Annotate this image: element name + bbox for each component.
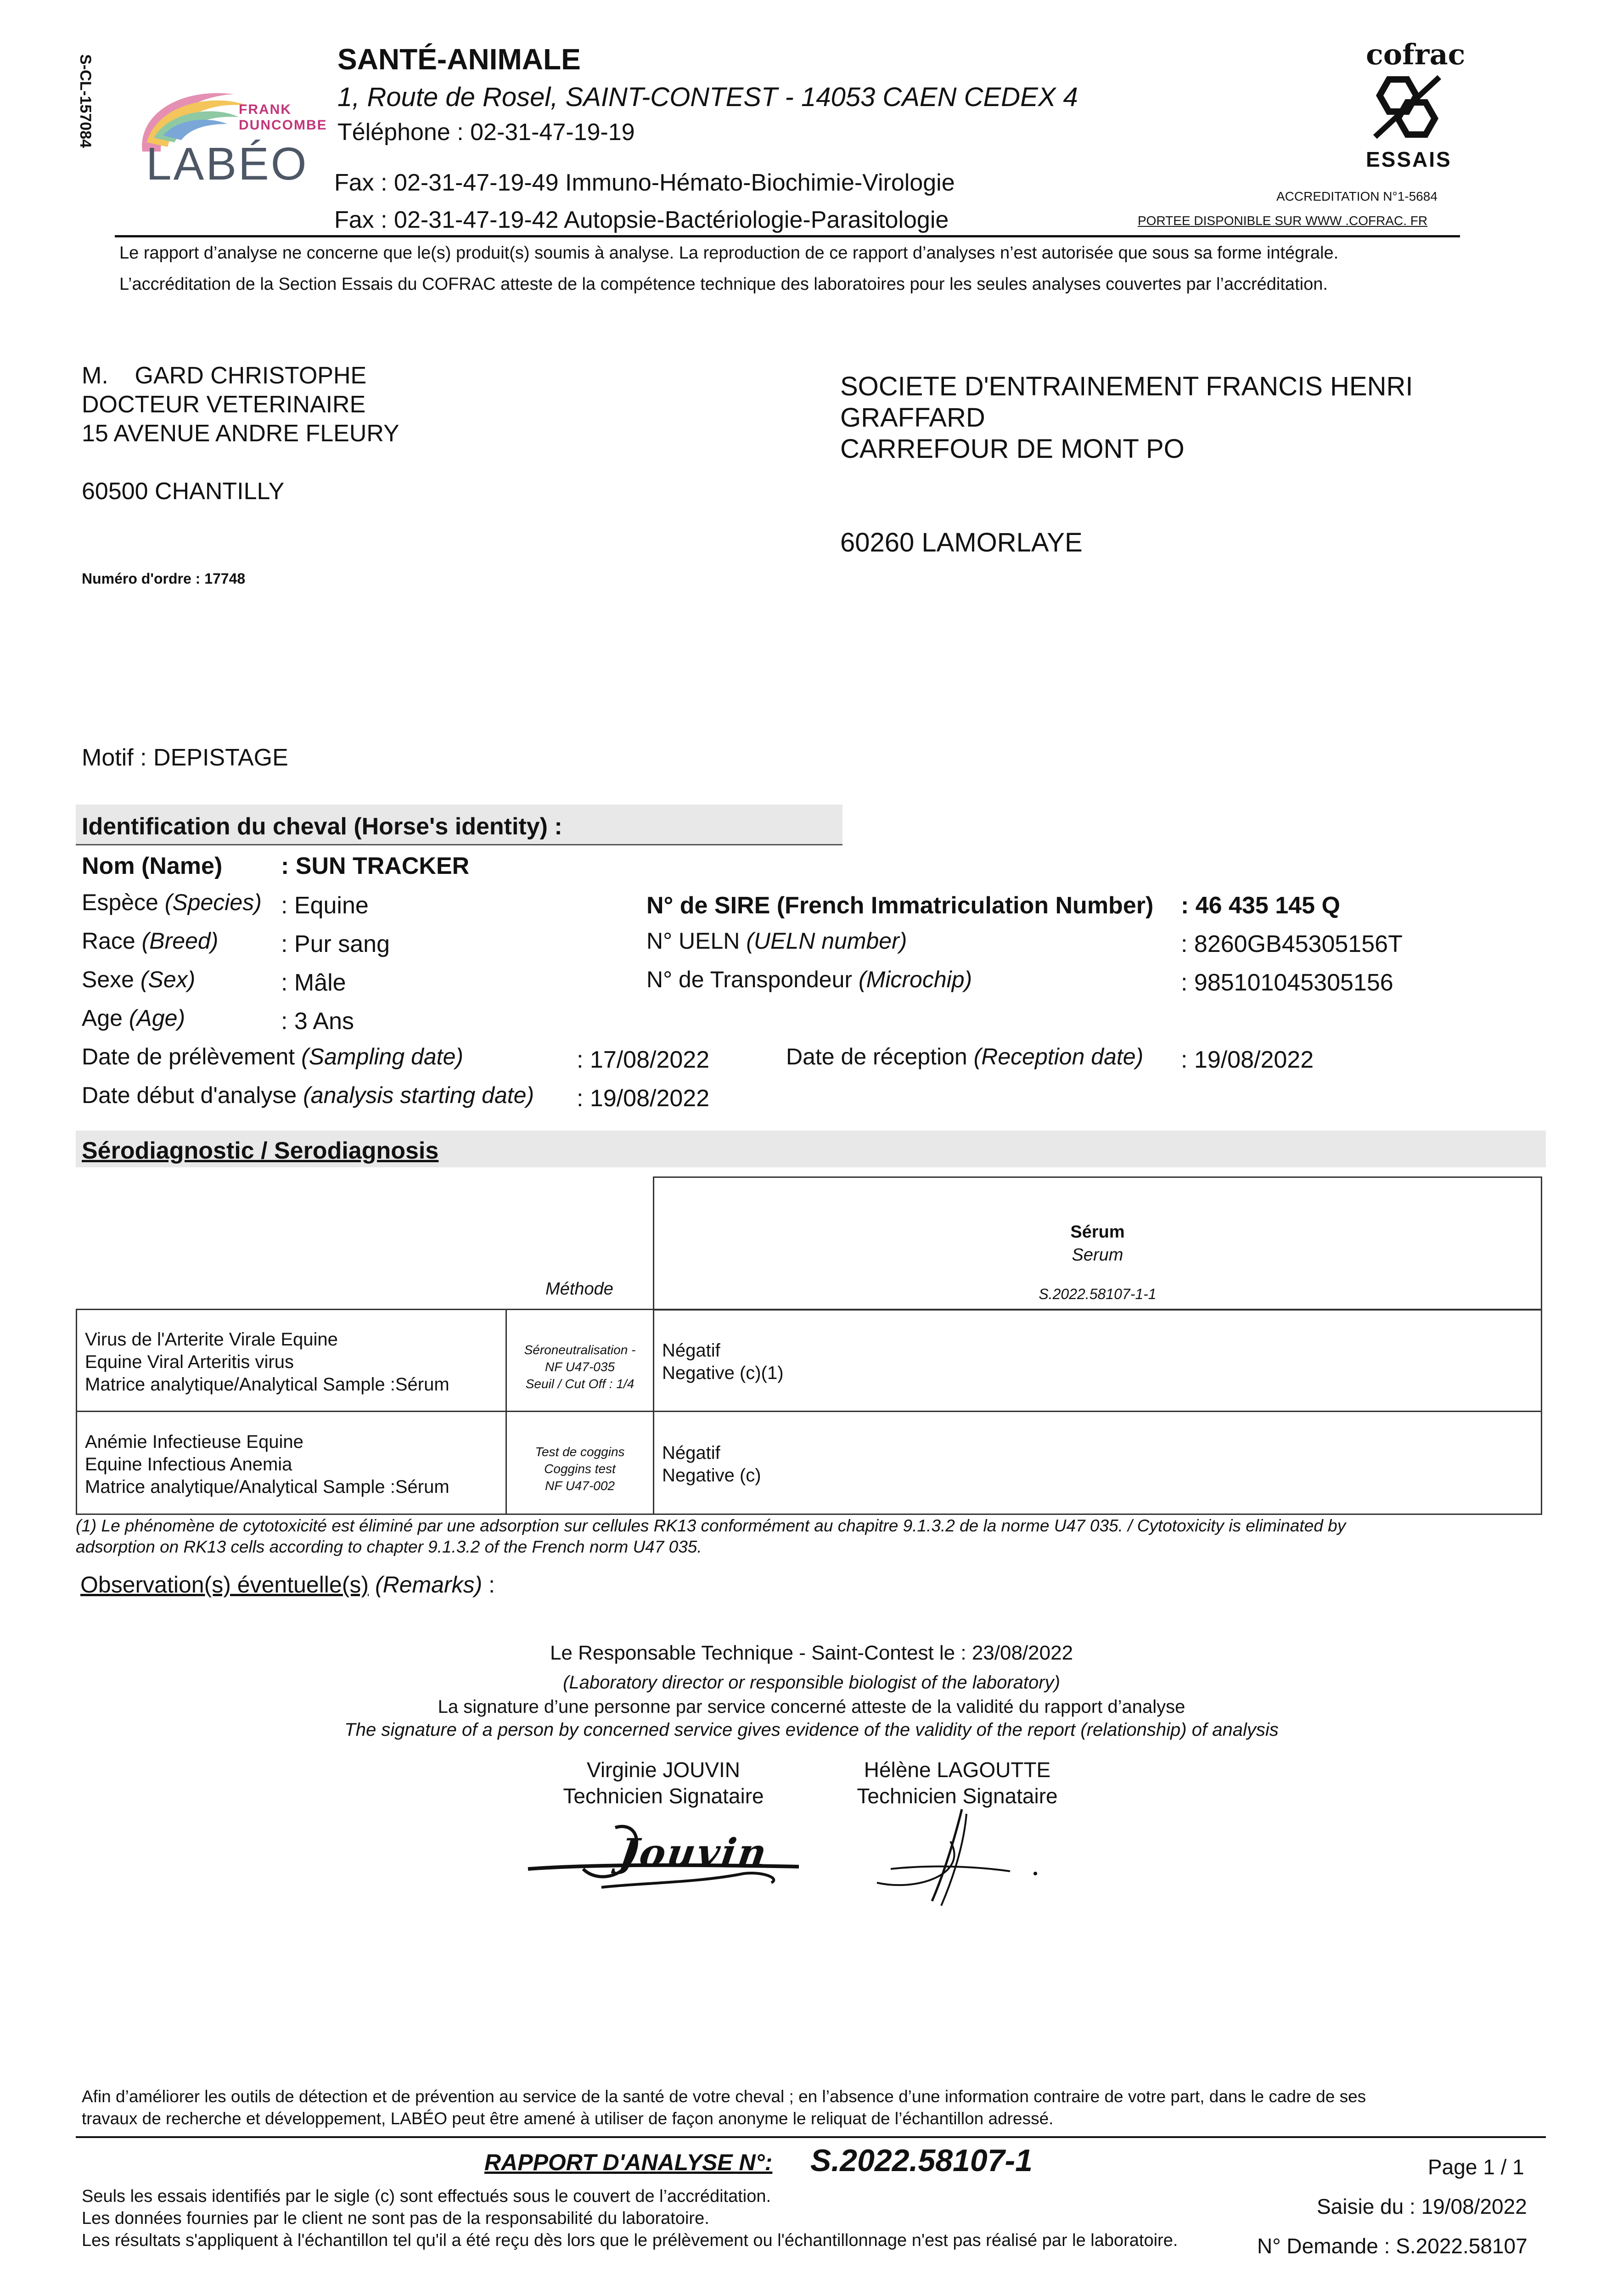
signature-jouvin-text: Jouvin <box>617 1830 771 1875</box>
motif: Motif : DEPISTAGE <box>82 744 288 771</box>
serum-sample-id: S.2022.58107-1-1 <box>1039 1286 1157 1302</box>
breed-label: Race (Breed) <box>82 928 219 954</box>
result-fr: Négatif <box>662 1340 720 1361</box>
result-en: Negative (c)(1) <box>662 1363 784 1383</box>
analysis-name: Virus de l'Arterite Virale Equine <box>85 1329 338 1350</box>
method-line: NF U47-002 <box>545 1479 615 1493</box>
org-fax-2: Fax : 02-31-47-19-42 Autopsie-Bactériologie-Parasitologie <box>334 207 949 233</box>
transponder-label: N° de Transpondeur (Microchip) <box>646 967 972 992</box>
signer-2-title: Technicien Signataire <box>857 1784 1058 1808</box>
result-fr: Négatif <box>662 1443 720 1463</box>
signature-validity-en: The signature of a person by concerned service gives evidence of the validity of the report (relationship) of analysis <box>344 1720 1279 1740</box>
document-side-code: S-CL-157084 <box>77 54 94 148</box>
method-line: NF U47-035 <box>545 1360 615 1374</box>
saisie-date: Saisie du : 19/08/2022 <box>1317 2195 1527 2218</box>
vet-title: DOCTEUR VETERINAIRE <box>82 391 366 418</box>
signature-validity: La signature d’une personne par service concerné atteste de la validité du rapport d’analyse <box>438 1697 1185 1717</box>
owner-city: 60260 LAMORLAYE <box>840 528 1083 557</box>
sire-label: N° de SIRE (French Immatriculation Number) <box>646 892 1154 919</box>
research-note-2: travaux de recherche et développement, LABÉO peut être amené à utiliser de façon anonyme le reliquat de l’échantillon adressé. <box>82 2109 1054 2128</box>
species-label: Espèce (Species) <box>82 889 262 915</box>
footnote-1: (1) Le phénomène de cytotoxicité est éliminé par une adsorption sur cellules RK13 conformément au chapitre 9.1.3.2 de la norme U47 035. / Cytotoxicity is eliminated by <box>76 1516 1346 1535</box>
ueln-label: N° UELN (UELN number) <box>646 928 907 954</box>
analysis-start-value: : 19/08/2022 <box>577 1085 710 1112</box>
method-line: Test de coggins <box>535 1445 625 1459</box>
logo-duncombe: DUNCOMBE <box>239 118 327 133</box>
disclaimer-2: L’accréditation de la Section Essais du COFRAC atteste de la compétence technique des laboratoires pour les seules analyses couvertes par l’accréditation. <box>119 275 1328 294</box>
age-value: : 3 Ans <box>281 1008 354 1035</box>
cofrac-accreditation: ACCREDITATION N°1-5684 <box>1276 189 1438 203</box>
org-name: SANTÉ-ANIMALE <box>337 43 581 76</box>
cofrac-hex-icon <box>1370 73 1444 144</box>
report-number: S.2022.58107-1 <box>810 2143 1033 2178</box>
sire-value: : 46 435 145 Q <box>1181 892 1340 919</box>
remarks-label: Observation(s) éventuelle(s) (Remarks) : <box>80 1572 495 1598</box>
org-address: 1, Route de Rosel, SAINT-CONTEST - 14053 CAEN CEDEX 4 <box>337 82 1078 112</box>
result-en: Negative (c) <box>662 1465 761 1486</box>
report-label: RAPPORT D'ANALYSE N°: <box>484 2150 773 2175</box>
method-cutoff: Seuil / Cut Off : 1/4 <box>525 1377 635 1391</box>
transponder-value: : 985101045305156 <box>1181 969 1393 996</box>
analysis-name: Anémie Infectieuse Equine <box>85 1432 303 1452</box>
horse-name-value: : SUN TRACKER <box>281 853 470 879</box>
table-row <box>76 1309 1542 1412</box>
vet-street: 15 AVENUE ANDRE FLEURY <box>82 420 399 447</box>
vet-city: 60500 CHANTILLY <box>82 478 285 505</box>
age-label: Age (Age) <box>82 1005 185 1031</box>
method-line: Séroneutralisation - <box>524 1343 636 1357</box>
client-data-note: Les données fournies par le client ne sont pas de la responsabilité du laboratoire. <box>82 2209 709 2228</box>
owner-line-2: GRAFFARD <box>840 403 985 433</box>
demande-number: N° Demande : S.2022.58107 <box>1257 2234 1528 2258</box>
accreditation-note: Seuls les essais identifiés par le sigle (c) sont effectués sous le couvert de l’accréditation. <box>82 2187 771 2206</box>
sampling-date-label: Date de prélèvement (Sampling date) <box>82 1044 464 1069</box>
analysis-start-label: Date début d'analyse (analysis starting date) <box>82 1082 534 1108</box>
owner-line-1: SOCIETE D'ENTRAINEMENT FRANCIS HENRI <box>840 371 1413 401</box>
serum-header-fr: Sérum <box>1070 1222 1125 1242</box>
table-row <box>76 1411 1542 1515</box>
horse-name-label: Nom (Name) <box>82 853 223 879</box>
signature-lagoutte <box>863 1805 1047 1910</box>
reception-date-label: Date de réception (Reception date) <box>786 1044 1144 1069</box>
order-number: Numéro d'ordre : 17748 <box>82 570 246 587</box>
signer-1-name: Virginie JOUVIN <box>586 1758 741 1782</box>
method-line: Coggins test <box>544 1462 616 1476</box>
results-note: Les résultats s'appliquent à l'échantillon tel qu'il a été reçu dès lors que le prélèvement ou l'échantillonnage n'est pas réalisé par le laboratoire. <box>82 2231 1178 2250</box>
research-note-1: Afin d’améliorer les outils de détection et de prévention au service de la santé de votre cheval ; en l’absence d’une information contraire de votre part, dans le cadre de ses <box>82 2087 1366 2106</box>
analysis-matrix: Matrice analytique/Analytical Sample :Sérum <box>85 1477 449 1497</box>
analysis-name-en: Equine Viral Arteritis virus <box>85 1352 294 1372</box>
page-number: Page 1 / 1 <box>1428 2155 1524 2179</box>
identity-section-title: Identification du cheval (Horse's identity) : <box>82 813 562 840</box>
cofrac-portee-link[interactable]: PORTEE DISPONIBLE SUR WWW .COFRAC. FR <box>1138 214 1428 228</box>
disclaimer-1: Le rapport d’analyse ne concerne que le(s) produit(s) soumis à analyse. La reproduction de ce rapport d’analyses n’est autorisée que sous sa forme intégrale. <box>119 243 1339 263</box>
ueln-value: : 8260GB45305156T <box>1181 931 1403 957</box>
responsible-line-en: (Laboratory director or responsible biologist of the laboratory) <box>563 1672 1060 1693</box>
responsible-line: Le Responsable Technique - Saint-Contest le : 23/08/2022 <box>550 1642 1073 1664</box>
header-divider <box>115 235 1460 237</box>
vet-name: M. GARD CHRISTOPHE <box>82 362 367 389</box>
logo-frank: FRANK <box>239 102 292 117</box>
table-top-line <box>76 1309 654 1310</box>
serum-header-en: Serum <box>1072 1245 1123 1265</box>
signer-2-name: Hélène LAGOUTTE <box>864 1758 1051 1782</box>
sero-section-title: Sérodiagnostic / Serodiagnosis <box>82 1137 439 1164</box>
reception-date-value: : 19/08/2022 <box>1181 1047 1314 1073</box>
analysis-matrix: Matrice analytique/Analytical Sample :Sérum <box>85 1374 449 1395</box>
breed-value: : Pur sang <box>281 931 390 957</box>
sex-value: : Mâle <box>281 969 346 996</box>
analysis-name-en: Equine Infectious Anemia <box>85 1454 292 1474</box>
footer-divider <box>76 2136 1546 2138</box>
sex-label: Sexe (Sex) <box>82 967 196 992</box>
logo-labeo: LABÉO <box>146 138 309 190</box>
owner-line-3: CARREFOUR DE MONT PO <box>840 434 1185 464</box>
cofrac-essais: ESSAIS <box>1366 147 1452 171</box>
species-value: : Equine <box>281 892 369 919</box>
signer-1-title: Technicien Signataire <box>563 1784 764 1808</box>
sampling-date-value: : 17/08/2022 <box>577 1047 710 1073</box>
method-header: Méthode <box>545 1279 613 1299</box>
org-phone: Téléphone : 02-31-47-19-19 <box>337 119 635 146</box>
footnote-2: adsorption on RK13 cells according to chapter 9.1.3.2 of the French norm U47 035. <box>76 1537 702 1556</box>
org-fax-1: Fax : 02-31-47-19-49 Immuno-Hémato-Biochimie-Virologie <box>334 169 955 196</box>
cofrac-brand: cofrac <box>1366 38 1466 71</box>
